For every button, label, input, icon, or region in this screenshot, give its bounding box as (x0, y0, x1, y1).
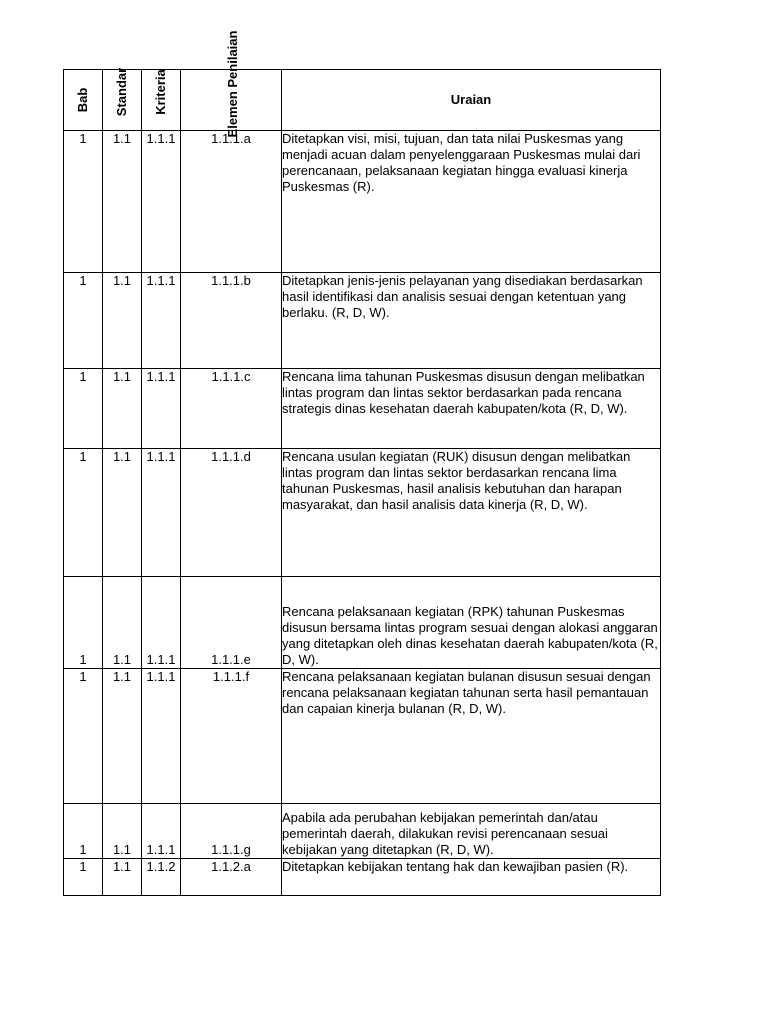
table-row (64, 577, 661, 669)
cell-uraian: Apabila ada perubahan kebijakan pemerintah dan/atau pemerintah daerah, dilakukan revisi perencanaan sesuai kebijakan yang ditetapkan (R, D, W). (282, 804, 661, 859)
cell-elemen: 1.1.1.d (181, 449, 282, 577)
cell-elemen: 1.1.1.e (181, 577, 282, 669)
cell-kriteria: 1.1.2 (142, 859, 181, 896)
cell-standar: 1.1 (103, 859, 142, 896)
header-elemen-penilaian: Elemen Penilaian (181, 70, 282, 131)
cell-standar: 1.1 (103, 804, 142, 859)
table-row (64, 449, 661, 577)
cell-bab: 1 (64, 369, 103, 449)
cell-uraian: Rencana usulan kegiatan (RUK) disusun dengan melibatkan lintas program dan lintas sektor berdasarkan rencana lima tahunan Puskesmas, hasil analisis kebutuhan dan harapan masyarakat, dan hasil analisis data kinerja (R, D, W). (282, 449, 661, 577)
header-row (64, 70, 661, 131)
cell-standar: 1.1 (103, 131, 142, 273)
table-row (64, 273, 661, 369)
table-row (64, 131, 661, 273)
cell-standar: 1.1 (103, 577, 142, 669)
cell-elemen: 1.1.1.g (181, 804, 282, 859)
cell-bab: 1 (64, 273, 103, 369)
table-row (64, 804, 661, 859)
cell-bab: 1 (64, 859, 103, 896)
cell-standar: 1.1 (103, 369, 142, 449)
cell-standar: 1.1 (103, 669, 142, 804)
cell-uraian: Ditetapkan visi, misi, tujuan, dan tata nilai Puskesmas yang menjadi acuan dalam penyelenggaraan Puskesmas mulai dari perencanaan, pelaksanaan kegiatan hingga evaluasi kinerja Puskesmas (R). (282, 131, 661, 273)
header-standar: Standar (103, 70, 142, 131)
cell-bab: 1 (64, 131, 103, 273)
cell-uraian: Rencana lima tahunan Puskesmas disusun dengan melibatkan lintas program dan lintas sektor berdasarkan pada rencana strategis dinas kesehatan daerah kabupaten/kota (R, D, W). (282, 369, 661, 449)
cell-kriteria: 1.1.1 (142, 804, 181, 859)
cell-uraian: Ditetapkan jenis-jenis pelayanan yang disediakan berdasarkan hasil identifikasi dan analisis sesuai dengan ketentuan yang berlaku. (R, D, W). (282, 273, 661, 369)
cell-kriteria: 1.1.1 (142, 449, 181, 577)
assessment-table (63, 30, 661, 896)
table-row (64, 369, 661, 449)
cell-elemen: 1.1.2.a (181, 859, 282, 896)
header-kriteria: Kriteria (142, 70, 181, 131)
cell-kriteria: 1.1.1 (142, 577, 181, 669)
header-bab: Bab (64, 70, 103, 131)
cell-elemen: 1.1.1.c (181, 369, 282, 449)
table-row (64, 859, 661, 896)
cell-elemen: 1.1.1.f (181, 669, 282, 804)
table-row (64, 669, 661, 804)
cell-elemen: 1.1.1.a (181, 131, 282, 273)
cell-kriteria: 1.1.1 (142, 131, 181, 273)
cell-kriteria: 1.1.1 (142, 669, 181, 804)
cell-bab: 1 (64, 449, 103, 577)
header-uraian: Uraian (282, 70, 661, 131)
cell-standar: 1.1 (103, 273, 142, 369)
cell-kriteria: 1.1.1 (142, 369, 181, 449)
cell-bab: 1 (64, 804, 103, 859)
cell-bab: 1 (64, 577, 103, 669)
cell-uraian: Ditetapkan kebijakan tentang hak dan kewajiban pasien (R). (282, 859, 661, 896)
cell-standar: 1.1 (103, 449, 142, 577)
cell-uraian: Rencana pelaksanaan kegiatan (RPK) tahunan Puskesmas disusun bersama lintas program sesuai dengan alokasi anggaran yang ditetapkan oleh dinas kesehatan daerah kabupaten/kota (R, D, W). (282, 577, 661, 669)
cell-uraian: Rencana pelaksanaan kegiatan bulanan disusun sesuai dengan rencana pelaksanaan kegiatan tahunan serta hasil pemantauan dan capaian kinerja bulanan (R, D, W). (282, 669, 661, 804)
cell-elemen: 1.1.1.b (181, 273, 282, 369)
cell-kriteria: 1.1.1 (142, 273, 181, 369)
cell-bab: 1 (64, 669, 103, 804)
